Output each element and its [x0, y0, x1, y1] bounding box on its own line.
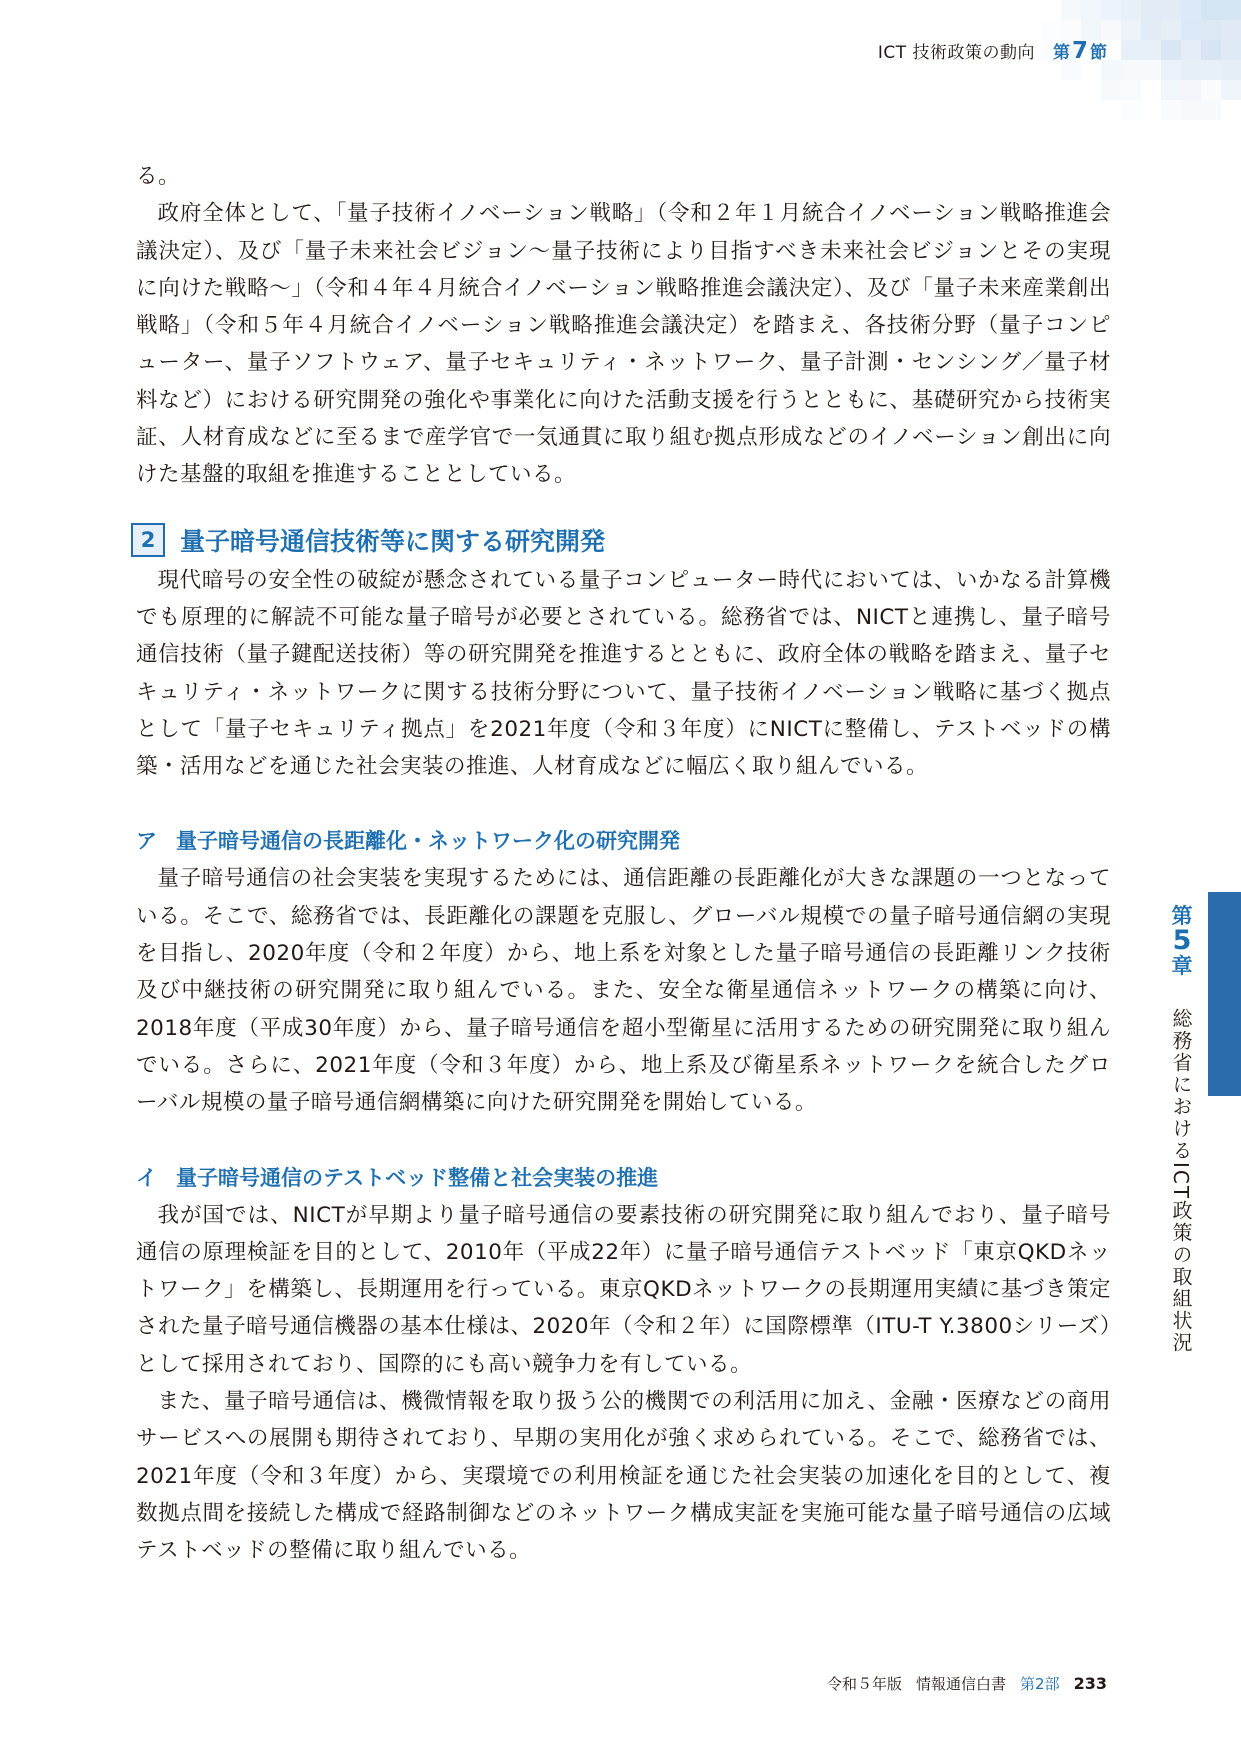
- section-heading-text: 量子暗号通信技術等に関する研究開発: [180, 526, 606, 556]
- paragraph-section-2: 現代暗号の安全性の破綻が懸念されている量子コンピューター時代においては、いかなる計算機でも原理的に解読不可能な量子暗号が必要とされている。総務省では、NICTと連携し、量子暗号通信技術（量子鍵配送技術）等の研究開発を推進するとともに、政府全体の戦略を踏まえ、量子セキュリティ・ネットワークに関する技術分野について、量子技術イノベーション戦略に基づく拠点として「量子セキュリティ拠点」を2021年度（令和３年度）にNICTに整備し、テストベッドの構築・活用などを通じた社会実装の推進、人材育成などに幅広く取り組んでいる。: [136, 567, 1111, 780]
- mosaic-tile: [1161, 20, 1181, 40]
- mosaic-tile: [1221, 80, 1241, 100]
- mosaic-tile: [1201, 0, 1221, 20]
- mosaic-tile: [1221, 0, 1241, 20]
- mosaic-tile: [1221, 20, 1241, 40]
- mosaic-tile: [1181, 60, 1201, 80]
- mosaic-tile: [1141, 0, 1161, 20]
- paragraph-continuation: る。: [136, 164, 181, 189]
- section-heading-2: [136, 520, 1111, 560]
- subsection-heading-a: [136, 823, 1111, 860]
- mosaic-tile: [1181, 20, 1201, 40]
- mosaic-tile: [1121, 80, 1141, 100]
- paragraph-subsection-i-2: また、量子暗号通信は、機微情報を取り扱う公的機関での利活用に加え、金融・医療などの商用サービスへの展開も期待されており、早期の実用化が強く求められている。そこで、総務省では、2021年度（令和３年度）から、実環境での利用検証を通じた社会実装の加速化を目的として、複数拠点間を接続した構成で経路制御などのネットワーク構成実証を実施可能な量子暗号通信の広域テストベッドの整備に取り組んでいる。: [136, 1389, 1111, 1564]
- paragraph-subsection-i-1: 我が国では、NICTが早期より量子暗号通信の要素技術の研究開発に取り組んでおり、量子暗号通信の原理検証を目的として、2010年（平成22年）に量子暗号通信テストベッド「東京QKDネットワーク」を構築し、長期運用を行っている。東京QKDネットワークの長期運用実績に基づき策定された量子暗号通信機器の基本仕様は、2020年（令和２年）に国際標準（ITU-T Y.3800シリーズ）として採用されており、国際的にも高い競争力を有している。: [136, 1202, 1111, 1377]
- mosaic-tile: [1161, 80, 1181, 100]
- mosaic-tile: [1161, 60, 1181, 80]
- mosaic-tile: [1181, 40, 1201, 60]
- header-decoration: [1001, 0, 1241, 150]
- mosaic-tile: [1081, 0, 1101, 20]
- mosaic-tile: [1161, 100, 1181, 120]
- footer-edition: 令和５年版: [827, 1675, 903, 1693]
- page-number: 233: [1073, 1674, 1107, 1693]
- mosaic-tile: [1221, 40, 1241, 60]
- mosaic-tile: [1201, 80, 1221, 100]
- mosaic-tile: [1101, 0, 1121, 20]
- mosaic-tile: [1081, 20, 1101, 40]
- subsection-title: 量子暗号通信の長距離化・ネットワーク化の研究開発: [176, 829, 680, 854]
- mosaic-tile: [1181, 0, 1201, 20]
- footer-book: 情報通信白書: [916, 1675, 1007, 1693]
- section-title: ICT 技術政策の動向: [877, 43, 1035, 63]
- mosaic-tile: [1121, 60, 1141, 80]
- main-content: [136, 158, 1111, 1570]
- section-number: 第7 節: [1052, 38, 1107, 64]
- mosaic-tile: [1201, 20, 1221, 40]
- mosaic-tile: [1101, 80, 1121, 100]
- subsection-title: 量子暗号通信のテストベッド整備と社会実装の推進: [176, 1165, 659, 1190]
- mosaic-tile: [1161, 0, 1181, 20]
- mosaic-tile: [1141, 60, 1161, 80]
- subsection-heading-i: [136, 1160, 1111, 1197]
- mosaic-tile: [1101, 20, 1121, 40]
- mosaic-tile: [1141, 40, 1161, 60]
- mosaic-tile: [1201, 100, 1221, 120]
- chapter-title-vertical: 総務省におけるICT政策の取組状況: [1169, 1008, 1193, 1355]
- mosaic-tile: [1141, 20, 1161, 40]
- chapter-label: 第 5 章: [1171, 904, 1193, 979]
- mosaic-tile: [1041, 20, 1061, 40]
- section-number-box: 2: [131, 523, 165, 557]
- mosaic-tile: [1181, 80, 1201, 100]
- mosaic-tile: [1121, 20, 1141, 40]
- mosaic-tile: [1061, 0, 1081, 20]
- subsection-label: ア: [136, 829, 157, 854]
- mosaic-tile: [1201, 40, 1221, 60]
- page-footer: [827, 1673, 1107, 1694]
- mosaic-tile: [1121, 40, 1141, 60]
- paragraph-subsection-a: 量子暗号通信の社会実装を実現するためには、通信距離の長距離化が大きな課題の一つとなっている。そこで、総務省では、長距離化の課題を克服し、グローバル規模での量子暗号通信網の実現を目指し、2020年度（令和２年度）から、地上系を対象とした量子暗号通信の長距離リンク技術及び中継技術の研究開発に取り組んでいる。また、安全な衛星通信ネットワークの構築に向け、2018年度（平成30年度）から、量子暗号通信を超小型衛星に活用するための研究開発に取り組んでいる。さらに、2021年度（令和３年度）から、地上系及び衛星系ネットワークを統合したグローバル規模の量子暗号通信網構築に向けた研究開発を開始している。: [136, 866, 1111, 1116]
- mosaic-tile: [1181, 100, 1201, 120]
- mosaic-tile: [1161, 40, 1181, 60]
- footer-part: 第2部: [1020, 1675, 1060, 1693]
- chapter-tab: [1208, 892, 1241, 1096]
- mosaic-tile: [1121, 0, 1141, 20]
- subsection-label: イ: [136, 1165, 157, 1190]
- mosaic-tile: [1061, 20, 1081, 40]
- mosaic-tile: [1201, 60, 1221, 80]
- mosaic-tile: [1221, 60, 1241, 80]
- paragraph-quantum-strategy: 政府全体として、「量子技術イノベーション戦略」（令和２年１月統合イノベーション戦略推進会議決定）、及び「量子未来社会ビジョン～量子技術により目指すべき未来社会ビジョンとその実現に向けた戦略～」（令和４年４月統合イノベーション戦略推進会議決定）、及び「量子未来産業創出戦略」（令和５年４月統合イノベーション戦略推進会議決定）を踏まえ、各技術分野（量子コンピューター、量子ソフトウェア、量子セキュリティ・ネットワーク、量子計測・センシング／量子材料など）における研究開発の強化や事業化に向けた活動支援を行うとともに、基礎研究から技術実証、人材育成などに至るまで産学官で一気通貫に取り組む拠点形成などのイノベーション創出に向けた基盤的取組を推進することとしている。: [136, 201, 1111, 488]
- running-header: [878, 38, 1107, 64]
- mosaic-tile: [1121, 100, 1141, 120]
